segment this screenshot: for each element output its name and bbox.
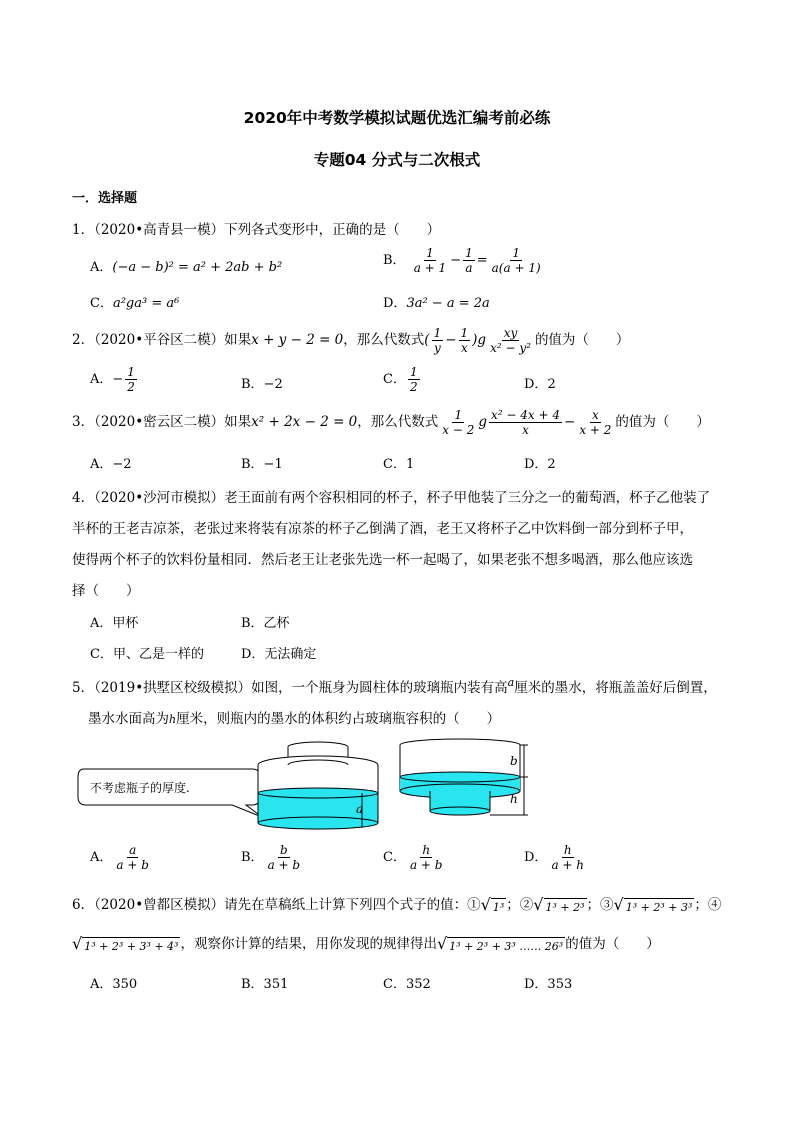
bottle2-ink-surface	[400, 772, 520, 782]
q1-option-b	[383, 246, 545, 275]
q2-option-a	[90, 365, 139, 394]
q6-sep-1: ；②	[506, 897, 534, 913]
q5-var-h: h	[169, 713, 177, 726]
q2-option-b	[241, 373, 283, 392]
q4-line-3: 使得两个杯子的饮料份量相同．然后老王让老张先选一杯一起喝了，如果老张不想多喝酒，那么他应该选	[72, 552, 693, 568]
q2-option-c	[383, 365, 422, 394]
q5-a-label: A．	[90, 850, 113, 865]
q2-paren-close: )g	[472, 332, 487, 348]
q1-c-expr: a²ga³ = a⁶	[112, 296, 180, 311]
q5-d-label: D．	[524, 850, 548, 865]
q5-var-a: a	[507, 676, 515, 689]
q5-c-frac: $\frac{h}{a + b}$	[409, 843, 443, 872]
q2-pre: 2．（2020•平谷区二模）如果	[72, 332, 252, 348]
q6-option-a: A．350	[90, 977, 138, 992]
q3-dot: g	[478, 414, 488, 430]
speech-bubble-text: 不考虑瓶子的厚度.	[90, 781, 190, 795]
q1-c-label: C．	[90, 296, 113, 311]
q6-line2-post: 的值为（ ）	[565, 936, 660, 952]
q1-b-label: B．	[383, 253, 406, 268]
page-title: 2020年中考数学模拟试题优选汇编考前必练	[243, 109, 551, 127]
q3-frac1: $\frac{1}{x - 2}$	[442, 408, 475, 437]
q4-option-d: D．无法确定	[241, 647, 317, 662]
q2-frac1: $\frac{1}{y}$	[433, 326, 442, 355]
q6-line1-pre: 6．（2020•曾都区模拟）请先在草稿纸上计算下列四个式子的值：①	[72, 897, 481, 913]
q6-sep-3: ；④	[694, 897, 722, 913]
q2-c-label: C．	[383, 372, 406, 387]
q3-option-a: A．−2	[90, 457, 132, 472]
q2-c-frac: $\frac{1}{2}$	[409, 365, 418, 394]
q5-line1-post: 厘米的墨水，将瓶盖盖好后倒置，	[514, 680, 717, 696]
q3-option-c: C．1	[383, 457, 415, 472]
q4-option-c: C．甲、乙是一样的	[90, 647, 204, 662]
q6-line2-mid: ，观察你计算的结果，用你发现的规律得出	[180, 936, 437, 952]
q5-option-c	[383, 843, 446, 872]
q3-condition: x² + 2x − 2 = 0	[251, 414, 358, 430]
q3-post: 的值为（ ）	[615, 414, 710, 430]
q5-b-frac: $\frac{b}{a + b}$	[267, 843, 301, 872]
q2-condition: x + y − 2 = 0	[251, 332, 344, 348]
q2-b-val: −2	[263, 377, 283, 392]
q4-option-a: A．甲杯	[90, 616, 139, 631]
q1-option-a	[90, 256, 282, 275]
q1-b-frac3: $\frac{1}{a(a + 1)}$	[491, 246, 541, 275]
q2-post: 的值为（ ）	[534, 332, 630, 348]
q5-bottle-diagram	[70, 735, 530, 835]
q5-line-1	[72, 676, 717, 696]
q5-c-label: C．	[383, 850, 406, 865]
q1-b-frac1: $\frac{1}{a + 1}$	[413, 246, 447, 275]
q6-option-d: D．353	[524, 977, 573, 992]
q6-sep-2: ；③	[586, 897, 614, 913]
bottle1-base	[258, 817, 378, 829]
q5-option-a	[90, 843, 153, 872]
q5-line1-pre: 5．（2019•拱墅区校级模拟）如图，一个瓶身为圆柱体的玻璃瓶内装有高	[72, 680, 508, 696]
label-b: b	[510, 754, 518, 768]
q1-option-c	[90, 292, 179, 311]
q2-frac3: $\frac{xy}{\text{x² − y²}}$	[490, 326, 531, 355]
q2-minus: −	[445, 332, 457, 348]
label-a: a	[356, 802, 364, 816]
q6-root-3: √ 1³ + 2³ + 3³	[613, 894, 693, 914]
q1-b-equals: =	[476, 253, 488, 268]
q5-line2-pre: 墨水水面高为	[88, 711, 169, 727]
q2-b-label: B．	[241, 377, 264, 392]
q3-minus: −	[564, 414, 576, 430]
q3-option-b: B．−1	[241, 457, 283, 472]
q3-frac3: $\frac{x}{x + 2}$	[579, 408, 612, 437]
q1-stem: 1．（2020•高青县一模）下列各式变形中，正确的是（ ）	[72, 222, 441, 238]
q4-line-2: 半杯的王老吉凉茶，老张过来将装有凉茶的杯子乙倒满了酒，老王又将杯子乙中饮料倒一部分到杯子甲，	[72, 521, 693, 537]
q2-paren-open: (	[424, 332, 430, 348]
q1-a-label: A．	[90, 260, 113, 275]
q1-b-frac2: $\frac{1}{a}$	[465, 246, 473, 275]
q5-b-label: B．	[241, 850, 264, 865]
page-subtitle: 专题04 分式与二次根式	[313, 151, 481, 169]
q1-a-expr: (−a − b)² = a² + 2ab + b²	[112, 260, 283, 275]
q1-d-label: D．	[383, 296, 407, 311]
q2-a-sign: −	[112, 372, 124, 387]
q5-d-frac: $\frac{h}{a + h}$	[551, 843, 585, 872]
q4-line-1: 4．（2020•沙河市模拟）老王面前有两个容积相同的杯子，杯子甲他装了三分之一的葡萄酒，杯子乙他装了	[72, 490, 711, 506]
bottle1-ink-surface	[258, 788, 378, 798]
q5-line2-post: 厘米，则瓶内的墨水的体积约占玻璃瓶容积的（ ）	[176, 711, 501, 727]
section-heading: 一．选择题	[72, 191, 138, 206]
q2-a-frac: $\frac{1}{2}$	[127, 365, 135, 394]
q3-frac2: $\frac{\text{x² − 4x + 4}}{x}$	[491, 408, 560, 437]
q5-option-d	[524, 843, 588, 872]
q3-pre: 3．（2020•密云区二模）如果	[72, 414, 252, 430]
q6-line-2	[72, 932, 660, 955]
q2-frac2: $\frac{1}{x}$	[460, 326, 469, 355]
q6-root-4: √ 1³ + 2³ + 3³ + 4³	[72, 933, 179, 953]
q2-option-d	[524, 373, 556, 392]
bottle2-cap	[430, 807, 490, 815]
q3-mid: ，那么代数式	[357, 414, 439, 430]
q2-a-label: A．	[90, 372, 113, 387]
label-h: h	[510, 792, 518, 806]
q3-stem	[72, 408, 710, 437]
q6-option-b: B．351	[241, 977, 289, 992]
q6-root-5: √ 1³ + 2³ + 3³ …… 26³	[436, 933, 564, 953]
q5-line-2	[88, 707, 500, 727]
q6-root-1: √ 1³	[480, 894, 505, 914]
q3-option-d: D．2	[524, 457, 556, 472]
q2-mid: ，那么代数式	[343, 332, 425, 348]
q6-root-2: √ 1³ + 2³	[533, 894, 585, 914]
q4-option-b: B．乙杯	[241, 616, 290, 631]
q1-b-minus: −	[450, 253, 462, 268]
q1-d-expr: 3a² − a = 2a	[406, 296, 490, 311]
q5-option-b	[241, 843, 304, 872]
q2-d-val: 2	[547, 377, 556, 392]
q6-line-1	[72, 893, 721, 916]
q5-a-frac: $\frac{a}{a + b}$	[116, 843, 149, 872]
q1-option-d	[383, 292, 490, 311]
q4-line-4: 择（ ）	[72, 583, 140, 599]
q2-d-label: D．	[524, 377, 548, 392]
q2-stem	[72, 326, 629, 355]
q6-option-c: C．352	[383, 977, 431, 992]
